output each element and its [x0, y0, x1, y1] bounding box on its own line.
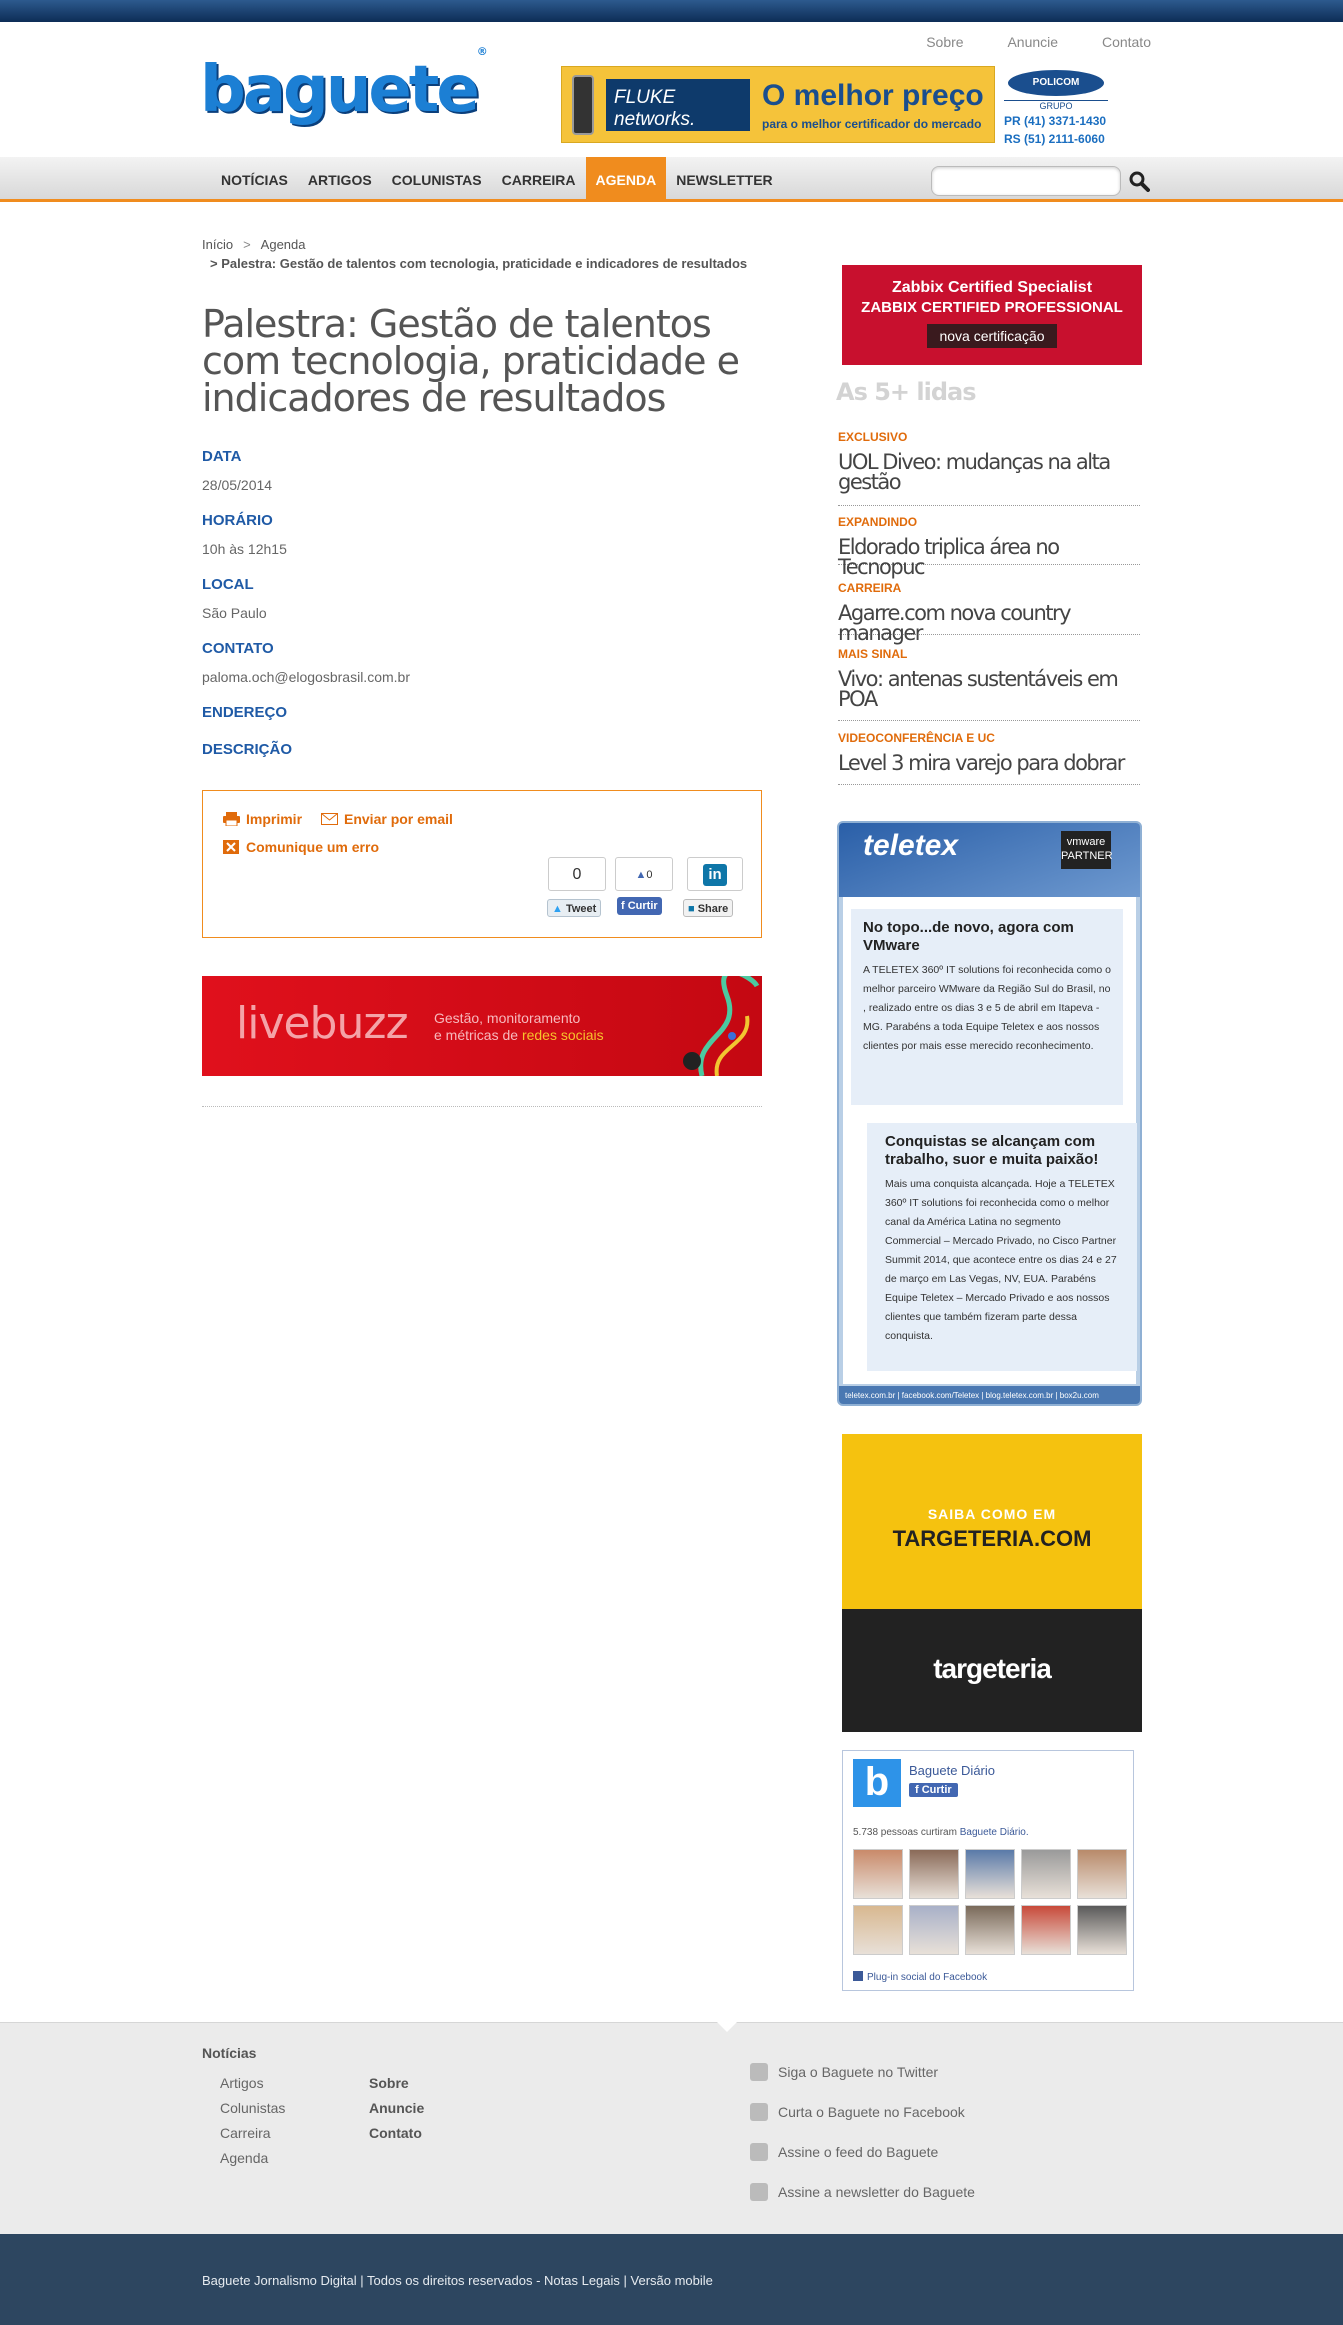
avatar[interactable] — [965, 1849, 1015, 1899]
ad-subline: para o melhor certificador do mercado — [762, 117, 982, 131]
most-read-category: VIDEOCONFERÊNCIA E UC — [838, 731, 995, 745]
twitter-icon — [750, 2063, 768, 2081]
teletex-news-1-title: No topo...de novo, agora com VMware — [863, 919, 1074, 954]
avatar[interactable] — [1021, 1849, 1071, 1899]
footer-artigos[interactable]: Artigos — [220, 2075, 264, 2091]
tweet-button[interactable] — [547, 899, 601, 917]
teletex-footer: teletex.com.br | facebook.com/Teletex | blog.teletex.com.br | box2u.com — [839, 1386, 1142, 1406]
targeteria-url: TARGETERIA.COM — [892, 1526, 1092, 1551]
most-read-headline: Eldorado triplica área no Tecnopuc — [838, 535, 1059, 579]
top-bar — [0, 0, 1343, 22]
ad-brand: FLUKE networks. — [606, 79, 750, 131]
envelope-icon — [750, 2183, 768, 2201]
like-label: Curtir — [627, 900, 658, 912]
most-read-item[interactable] — [838, 581, 1140, 645]
facebook-like-button[interactable] — [617, 897, 662, 915]
footer-twitter-link[interactable] — [750, 2063, 938, 2081]
field-value-data: 28/05/2014 — [202, 477, 273, 493]
teletex-body — [843, 897, 1136, 1384]
targeteria-top — [842, 1434, 1142, 1609]
zabbix-cta[interactable]: nova certificação — [927, 324, 1056, 348]
most-read-item[interactable] — [838, 647, 1140, 721]
nav-noticias[interactable]: NOTÍCIAS — [221, 172, 288, 188]
teletex-news-1-text: A TELETEX 360º IT solutions foi reconhecida como o melhor parceiro WMware da Região Sul do Brasil, no , realizado entre os dias 3 e 5 de abril em Itapeva - MG. Parabéns a toda Equipe Teletex e aos nossos clientes por mais esse merecido reconhecimento. — [863, 964, 1112, 1052]
zabbix-line1: Zabbix Certified Specialist — [891, 279, 1093, 296]
site-logo[interactable] — [200, 44, 488, 127]
footer-noticias[interactable]: Notícias — [202, 2045, 257, 2061]
footer-newsletter-label: Assine a newsletter do Baguete — [778, 2184, 975, 2200]
livebuzz-brand: livebuzz — [236, 998, 408, 1049]
close-icon — [223, 840, 240, 854]
teletex-news-2-text: Mais uma conquista alcançada. Hoje a TELETEX 360º IT solutions foi reconhecida como o melhor canal da América Latina no segmento Commercial – Mercado Privado, no Cisco Partner Summit 2014, que acontece entre os dias 24 e 27 de março em Las Vegas, NV, EUA. Parabéns Equipe Teletex – Mercado Privado e aos nossos clientes que também fizeram parte dessa conquista. — [885, 1178, 1117, 1342]
most-read-headline: Agarre.com nova country manager — [838, 601, 1071, 645]
field-label-contato: CONTATO — [202, 640, 274, 657]
partner-logo: POLICOM — [1008, 70, 1104, 96]
rss-icon — [750, 2143, 768, 2161]
linkedin-small-icon: ■ — [688, 903, 695, 915]
most-read-category: MAIS SINAL — [838, 647, 908, 661]
most-read-title: As 5+ lidas — [836, 378, 976, 406]
facebook-plugin-label — [853, 1971, 987, 1983]
livebuzz-tagline-2: e métricas de — [434, 1027, 522, 1043]
avatar[interactable] — [909, 1905, 959, 1955]
field-value-local: São Paulo — [202, 605, 267, 621]
main-nav — [211, 157, 783, 202]
partner-ad[interactable] — [1004, 70, 1124, 146]
most-read-category: EXPANDINDO — [838, 515, 918, 529]
tweet-count: 0 — [548, 857, 606, 891]
zabbix-ad[interactable] — [842, 265, 1142, 365]
vmware-partner-badge: vmware PARTNER — [1061, 831, 1111, 869]
footer-facebook-label: Curta o Baguete no Facebook — [778, 2104, 965, 2120]
field-label-horario: HORÁRIO — [202, 512, 273, 529]
teletex-news-2-title: Conquistas se alcançam com trabalho, suor e muita paixão! — [885, 1133, 1099, 1168]
share-label: Share — [697, 903, 729, 915]
most-read-category: EXCLUSIVO — [838, 430, 908, 444]
teletex-logo: teletex — [863, 829, 959, 862]
footer-rss-link[interactable] — [750, 2143, 938, 2161]
logo-registered-mark: ® — [476, 44, 488, 58]
livebuzz-tagline — [434, 1010, 604, 1044]
most-read-category: CARREIRA — [838, 581, 902, 595]
avatar[interactable] — [965, 1905, 1015, 1955]
teletex-ad[interactable] — [837, 821, 1142, 1406]
baguete-b-icon[interactable]: b — [853, 1759, 901, 1807]
report-error-link[interactable] — [223, 839, 379, 855]
partner-group: GRUPO — [1004, 100, 1108, 111]
most-read-item[interactable] — [838, 515, 1140, 579]
facebook-plugin-text: Plug-in social do Facebook — [867, 1972, 988, 1983]
copyright: Baguete Jornalismo Digital | Todos os direitos reservados - Notas Legais | Versão mobile — [202, 2273, 713, 2288]
logo-text: baguete — [200, 53, 477, 127]
avatar[interactable] — [1077, 1905, 1127, 1955]
field-label-data: DATA — [202, 448, 242, 465]
targeteria-logo: targeteria — [842, 1609, 1142, 1732]
linkedin-badge — [687, 857, 743, 891]
field-value-contato[interactable]: paloma.och@elogosbrasil.com.br — [202, 669, 410, 685]
breadcrumb-separator: > — [243, 237, 251, 252]
ad-headline: O melhor preço — [762, 79, 984, 112]
most-read-headline: Vivo: antenas sustentáveis em POA — [838, 667, 1118, 711]
teletex-news-1 — [851, 909, 1123, 1105]
linkedin-icon: in — [703, 864, 727, 886]
top-banner-ad[interactable] — [561, 66, 995, 143]
print-link[interactable] — [223, 811, 302, 827]
envelope-icon — [321, 812, 338, 826]
most-read-item[interactable] — [838, 731, 1140, 785]
nav-agenda[interactable]: AGENDA — [586, 157, 667, 202]
like-count — [615, 857, 673, 891]
top-link-contato[interactable]: Contato — [1101, 34, 1151, 50]
swirl-decoration-icon — [672, 976, 762, 1076]
targeteria-small: SAIBA COMO EM — [927, 1506, 1057, 1522]
field-label-local: LOCAL — [202, 576, 254, 593]
footer-sobre[interactable]: Sobre — [369, 2075, 409, 2091]
footer-anuncie[interactable]: Anuncie — [369, 2100, 425, 2116]
phone-rs: RS (51) 2111-6060 — [1004, 132, 1105, 146]
like-count-value: 0 — [646, 869, 653, 881]
facebook-icon: f — [621, 900, 625, 912]
livebuzz-tagline-1: Gestão, monitoramento — [434, 1010, 581, 1026]
twitter-icon: ▲ — [552, 903, 563, 915]
facebook-widget-like-label: Curtir — [921, 1784, 952, 1796]
facebook-faces — [853, 1849, 1129, 1955]
nav-newsletter[interactable]: NEWSLETTER — [676, 172, 773, 188]
email-link[interactable] — [321, 811, 453, 827]
livebuzz-tagline-highlight: redes sociais — [521, 1027, 604, 1043]
breadcrumb — [202, 237, 306, 252]
linkedin-share-button[interactable] — [683, 899, 733, 917]
print-label: Imprimir — [246, 811, 303, 827]
thumbs-up-icon: ▲ — [635, 869, 647, 881]
footer-rss-label: Assine o feed do Baguete — [778, 2144, 939, 2160]
share-box — [202, 790, 762, 938]
search-input[interactable] — [931, 166, 1121, 196]
footer-colunistas[interactable]: Colunistas — [220, 2100, 286, 2116]
page-title: Palestra: Gestão de talentos com tecnologia, praticidade e indicadores de resultados — [202, 302, 739, 420]
most-read-headline: Level 3 mira varejo para dobrar — [838, 751, 1124, 775]
footer-contato[interactable]: Contato — [369, 2125, 422, 2141]
facebook-page-name[interactable]: Baguete Diário — [909, 1763, 995, 1778]
search-icon[interactable] — [1128, 170, 1150, 192]
email-label: Enviar por email — [344, 811, 453, 827]
field-label-endereco: ENDEREÇO — [202, 704, 288, 721]
footer-twitter-label: Siga o Baguete no Twitter — [778, 2064, 939, 2080]
top-link-sobre[interactable]: Sobre — [926, 34, 964, 50]
avatar[interactable] — [853, 1849, 903, 1899]
facebook-icon: f — [915, 1784, 922, 1796]
avatar[interactable] — [853, 1905, 903, 1955]
phone-pr: PR (41) 3371-1430 — [1004, 114, 1107, 128]
report-error-label: Comunique um erro — [246, 839, 380, 855]
breadcrumb-home[interactable]: Início — [202, 237, 234, 252]
footer-facebook-link[interactable] — [750, 2103, 965, 2121]
printer-icon — [223, 812, 240, 826]
facebook-widget — [842, 1750, 1134, 1991]
field-value-horario: 10h às 12h15 — [202, 541, 287, 557]
facebook-like-count-page[interactable]: Baguete Diário. — [959, 1827, 1029, 1838]
footer-agenda[interactable]: Agenda — [220, 2150, 269, 2166]
facebook-widget-like-button[interactable] — [909, 1783, 958, 1797]
tester-device-icon — [572, 75, 594, 135]
tweet-label: Tweet — [565, 903, 597, 915]
most-read-headline: UOL Diveo: mudanças na alta gestão — [838, 450, 1110, 494]
top-links — [886, 34, 1151, 50]
facebook-like-count-prefix: 5.738 pessoas curtiram — [853, 1827, 960, 1838]
avatar[interactable] — [909, 1849, 959, 1899]
facebook-like-count — [853, 1827, 1029, 1838]
field-label-descricao: DESCRIÇÃO — [202, 741, 293, 758]
avatar[interactable] — [1021, 1905, 1071, 1955]
breadcrumb-current: > Palestra: Gestão de talentos com tecnologia, praticidade e indicadores de resultados — [210, 256, 748, 271]
content-divider — [202, 1106, 762, 1107]
nav-colunistas[interactable]: COLUNISTAS — [391, 172, 482, 188]
footer-newsletter-link[interactable] — [750, 2183, 975, 2201]
breadcrumb-section[interactable]: Agenda — [260, 237, 306, 252]
teletex-news-2 — [867, 1123, 1137, 1371]
targeteria-ad[interactable] — [842, 1434, 1142, 1732]
facebook-small-icon — [853, 1971, 863, 1981]
footer-arrow — [717, 2022, 737, 2032]
most-read-item[interactable] — [838, 430, 1140, 506]
avatar[interactable] — [1077, 1849, 1127, 1899]
facebook-icon — [750, 2103, 768, 2121]
nav-carreira[interactable]: CARREIRA — [501, 172, 576, 188]
top-link-anuncie[interactable]: Anuncie — [1007, 34, 1059, 50]
nav-artigos[interactable]: ARTIGOS — [307, 172, 372, 188]
livebuzz-ad[interactable] — [202, 976, 762, 1076]
zabbix-line2: ZABBIX CERTIFIED PROFESSIONAL — [861, 299, 1123, 316]
footer-carreira[interactable]: Carreira — [220, 2125, 271, 2141]
